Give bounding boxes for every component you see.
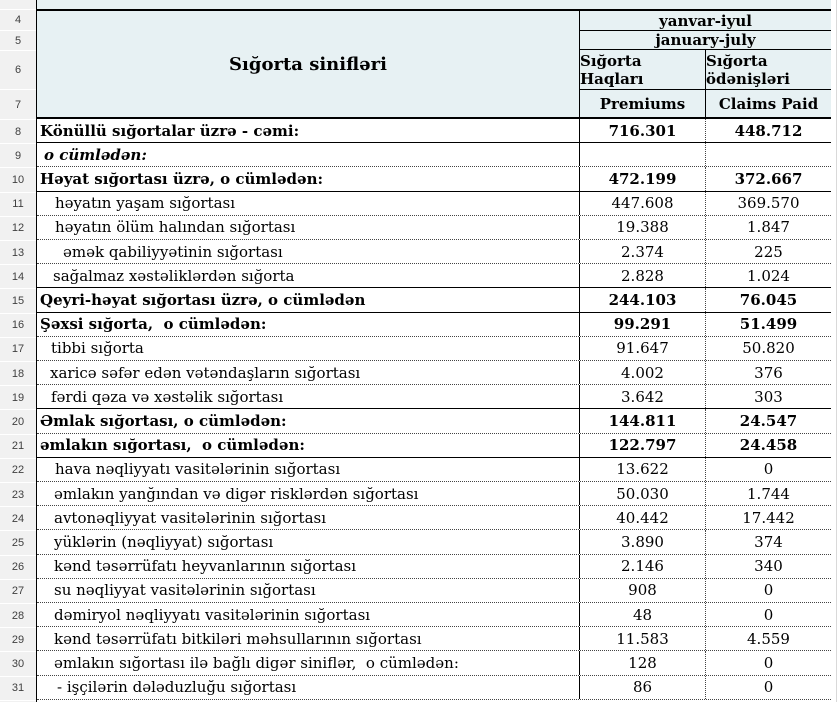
row-header[interactable]: 20 bbox=[0, 410, 36, 434]
row-label-cell[interactable]: əmək qabiliyyətinin sığortası bbox=[37, 240, 580, 263]
row-header[interactable]: 23 bbox=[0, 483, 36, 507]
claims-value-cell[interactable]: 372.667 bbox=[734, 170, 803, 188]
row-header[interactable]: 16 bbox=[0, 314, 36, 338]
period-en-cell[interactable]: january-july bbox=[580, 31, 831, 50]
claims-value-cell[interactable]: 303 bbox=[754, 387, 783, 406]
table-row bbox=[37, 143, 831, 167]
row-header[interactable]: 21 bbox=[0, 435, 36, 459]
row-label-cell[interactable]: həyatın yaşam sığortası bbox=[37, 192, 580, 215]
row-header[interactable]: 15 bbox=[0, 289, 36, 313]
table-row bbox=[37, 506, 831, 530]
claims-value-cell[interactable]: 369.570 bbox=[737, 194, 800, 213]
row-header[interactable]: 14 bbox=[0, 265, 36, 289]
column-headers-en bbox=[580, 90, 831, 117]
table-row bbox=[37, 313, 831, 337]
row-label-cell[interactable]: xaricə səfər edən vətəndaşların sığortası bbox=[37, 361, 580, 384]
premiums-value-cell[interactable]: 447.608 bbox=[580, 192, 706, 215]
row-header[interactable]: 4 bbox=[0, 10, 36, 31]
row-label-cell[interactable]: sağalmaz xəstəliklərdən sığorta bbox=[37, 264, 580, 287]
premiums-value-cell[interactable]: 19.388 bbox=[580, 216, 706, 239]
header-value-columns bbox=[580, 11, 831, 117]
row-label-cell[interactable]: su nəqliyyat vasitələrinin sığortası bbox=[37, 579, 580, 602]
table-row bbox=[37, 288, 831, 312]
row-header[interactable]: 5 bbox=[0, 31, 36, 51]
column-headers-az bbox=[580, 50, 831, 90]
period-az-cell[interactable]: yanvar-iyul bbox=[580, 11, 831, 31]
claims-value-cell[interactable]: 0 bbox=[763, 581, 774, 600]
partial-row-strip bbox=[37, 0, 831, 11]
premiums-value-cell[interactable]: 122.797 bbox=[580, 434, 706, 457]
premiums-value-cell[interactable]: 11.583 bbox=[580, 627, 706, 650]
table-row bbox=[37, 119, 831, 143]
claims-value-cell[interactable]: 51.499 bbox=[739, 315, 798, 334]
premiums-value-cell[interactable]: 4.002 bbox=[580, 361, 706, 384]
row-header[interactable]: 25 bbox=[0, 531, 36, 555]
premiums-value-cell[interactable]: 2.828 bbox=[580, 264, 706, 287]
row-label-cell[interactable]: Könüllü sığortalar üzrə - cəmi: bbox=[37, 119, 580, 142]
premiums-value-cell[interactable]: 908 bbox=[580, 579, 706, 602]
claims-value-cell[interactable]: 0 bbox=[763, 605, 774, 624]
claims-en-header-cell[interactable]: Claims Paid bbox=[718, 94, 819, 113]
premiums-value-cell[interactable]: 91.647 bbox=[580, 337, 706, 360]
insurance-classes-title-cell[interactable]: Sığorta sinifləri bbox=[37, 11, 580, 117]
row-header[interactable]: 11 bbox=[0, 193, 36, 217]
premiums-value-cell[interactable]: 86 bbox=[580, 676, 706, 699]
table-row bbox=[37, 676, 831, 700]
table-row bbox=[37, 579, 831, 603]
premiums-value-cell[interactable]: 40.442 bbox=[580, 506, 706, 529]
row-header[interactable]: 27 bbox=[0, 580, 36, 604]
row-label-cell[interactable]: Qeyri-həyat sığortası üzrə, o cümlədən bbox=[37, 288, 580, 311]
table-row bbox=[37, 167, 831, 191]
claims-value-cell[interactable]: 340 bbox=[754, 557, 783, 576]
premiums-value-cell[interactable]: 48 bbox=[580, 603, 706, 626]
row-label-cell[interactable]: o cümlədən: bbox=[37, 143, 580, 166]
table-row bbox=[37, 651, 831, 675]
row-header[interactable]: 17 bbox=[0, 338, 36, 362]
claims-value-cell[interactable]: 50.820 bbox=[742, 339, 795, 358]
premiums-az-header-cell[interactable]: Sığorta Haqları bbox=[580, 50, 706, 89]
claims-value-cell[interactable]: 4.559 bbox=[747, 629, 790, 648]
row-header[interactable] bbox=[0, 0, 36, 10]
claims-value-cell[interactable]: 376 bbox=[754, 363, 783, 382]
row-label-cell[interactable]: - işçilərin dələduzluğu sığortası bbox=[37, 676, 580, 699]
row-header[interactable]: 24 bbox=[0, 507, 36, 531]
table-row bbox=[37, 530, 831, 554]
premiums-value-cell[interactable]: 128 bbox=[580, 651, 706, 674]
row-label-cell[interactable]: Həyat sığortası üzrə, o cümlədən: bbox=[37, 167, 580, 190]
claims-value-cell[interactable]: 76.045 bbox=[739, 291, 798, 310]
row-header[interactable]: 29 bbox=[0, 628, 36, 652]
claims-az-header-cell[interactable]: Sığorta ödənişləri bbox=[706, 51, 790, 88]
claims-value-cell[interactable] bbox=[706, 143, 831, 166]
row-header[interactable]: 7 bbox=[0, 90, 36, 120]
premiums-value-cell[interactable]: 472.199 bbox=[580, 167, 706, 190]
row-label-cell[interactable]: Şəxsi sığorta, o cümlədən: bbox=[37, 313, 580, 336]
row-header[interactable]: 28 bbox=[0, 604, 36, 628]
premiums-value-cell[interactable]: 2.374 bbox=[580, 240, 706, 263]
row-label-cell[interactable]: hava nəqliyyatı vasitələrinin sığortası bbox=[37, 458, 580, 481]
claims-value-cell[interactable]: 0 bbox=[763, 654, 774, 673]
row-label-cell[interactable]: tibbi sığorta bbox=[37, 337, 580, 360]
data-rows bbox=[37, 119, 831, 700]
premiums-value-cell[interactable]: 144.811 bbox=[580, 409, 706, 432]
premiums-value-cell[interactable]: 244.103 bbox=[580, 288, 706, 311]
premiums-en-header-cell[interactable]: Premiums bbox=[580, 90, 706, 117]
claims-value-cell[interactable]: 448.712 bbox=[734, 121, 803, 140]
insurance-table bbox=[36, 0, 831, 702]
table-row bbox=[37, 361, 831, 385]
row-header[interactable]: 8 bbox=[0, 120, 36, 144]
row-label-cell[interactable]: həyatın ölüm halından sığortası bbox=[37, 216, 580, 239]
premiums-value-cell[interactable]: 3.642 bbox=[580, 385, 706, 408]
premiums-value-cell[interactable]: 99.291 bbox=[580, 313, 706, 336]
table-row bbox=[37, 264, 831, 288]
row-header[interactable]: 12 bbox=[0, 217, 36, 241]
claims-value-cell[interactable]: 1.847 bbox=[747, 218, 790, 237]
premiums-value-cell[interactable] bbox=[580, 143, 706, 166]
row-header[interactable]: 6 bbox=[0, 51, 36, 90]
claims-value-cell[interactable]: 374 bbox=[754, 533, 783, 552]
row-label-cell[interactable]: kənd təsərrüfatı heyvanlarının sığortası bbox=[37, 555, 580, 578]
table-row bbox=[37, 385, 831, 409]
row-header[interactable]: 9 bbox=[0, 144, 36, 168]
row-header[interactable]: 31 bbox=[0, 677, 36, 701]
table-row bbox=[37, 216, 831, 240]
premiums-value-cell[interactable]: 716.301 bbox=[580, 119, 706, 142]
row-header[interactable]: 19 bbox=[0, 386, 36, 410]
claims-value-cell[interactable]: 225 bbox=[754, 242, 783, 261]
table-row bbox=[37, 192, 831, 216]
row-label-cell[interactable]: yüklərin (nəqliyyat) sığortası bbox=[37, 530, 580, 553]
premiums-value-cell[interactable]: 13.622 bbox=[580, 458, 706, 481]
row-label-cell[interactable]: fərdi qəza və xəstəlik sığortası bbox=[37, 385, 580, 408]
claims-value-cell[interactable]: 1.744 bbox=[747, 484, 790, 503]
row-label-cell[interactable]: əmlakın sığortası, o cümlədən: bbox=[37, 434, 580, 457]
row-label-cell[interactable]: əmlakın sığortası ilə bağlı digər siniflər, o cümlədən: bbox=[37, 651, 580, 674]
table-row bbox=[37, 627, 831, 651]
claims-value-cell[interactable]: 0 bbox=[763, 678, 774, 697]
row-label-cell[interactable]: Əmlak sığortası, o cümlədən: bbox=[37, 409, 580, 432]
row-header[interactable]: 10 bbox=[0, 168, 36, 192]
row-label-cell[interactable]: əmlakın yanğından və digər risklərdən sığortası bbox=[37, 482, 580, 505]
table-row bbox=[37, 337, 831, 361]
claims-value-cell[interactable]: 24.458 bbox=[739, 436, 798, 455]
table-row bbox=[37, 240, 831, 264]
row-number-gutter bbox=[0, 0, 36, 702]
row-header[interactable]: 22 bbox=[0, 459, 36, 483]
claims-value-cell[interactable]: 1.024 bbox=[747, 266, 790, 285]
next-column-gridline bbox=[836, 0, 837, 702]
premiums-value-cell[interactable]: 50.030 bbox=[580, 482, 706, 505]
row-label-cell[interactable]: avtonəqliyyat vasitələrinin sığortası bbox=[37, 506, 580, 529]
row-header[interactable]: 30 bbox=[0, 652, 36, 676]
table-row bbox=[37, 482, 831, 506]
table-row bbox=[37, 458, 831, 482]
table-row bbox=[37, 409, 831, 433]
premiums-value-cell[interactable]: 2.146 bbox=[580, 555, 706, 578]
claims-value-cell[interactable]: 0 bbox=[763, 460, 774, 479]
claims-value-cell[interactable]: 24.547 bbox=[739, 412, 798, 431]
table-header bbox=[37, 11, 831, 119]
row-header[interactable]: 26 bbox=[0, 556, 36, 580]
premiums-value-cell[interactable]: 3.890 bbox=[580, 530, 706, 553]
claims-value-cell[interactable]: 17.442 bbox=[742, 508, 795, 527]
table-row bbox=[37, 434, 831, 458]
table-row bbox=[37, 603, 831, 627]
table-row bbox=[37, 555, 831, 579]
row-label-cell[interactable]: dəmiryol nəqliyyatı vasitələrinin sığortası bbox=[37, 603, 580, 626]
row-label-cell[interactable]: kənd təsərrüfatı bitkiləri məhsullarının sığortası bbox=[37, 627, 580, 650]
row-header[interactable]: 13 bbox=[0, 241, 36, 265]
row-header[interactable]: 18 bbox=[0, 362, 36, 386]
